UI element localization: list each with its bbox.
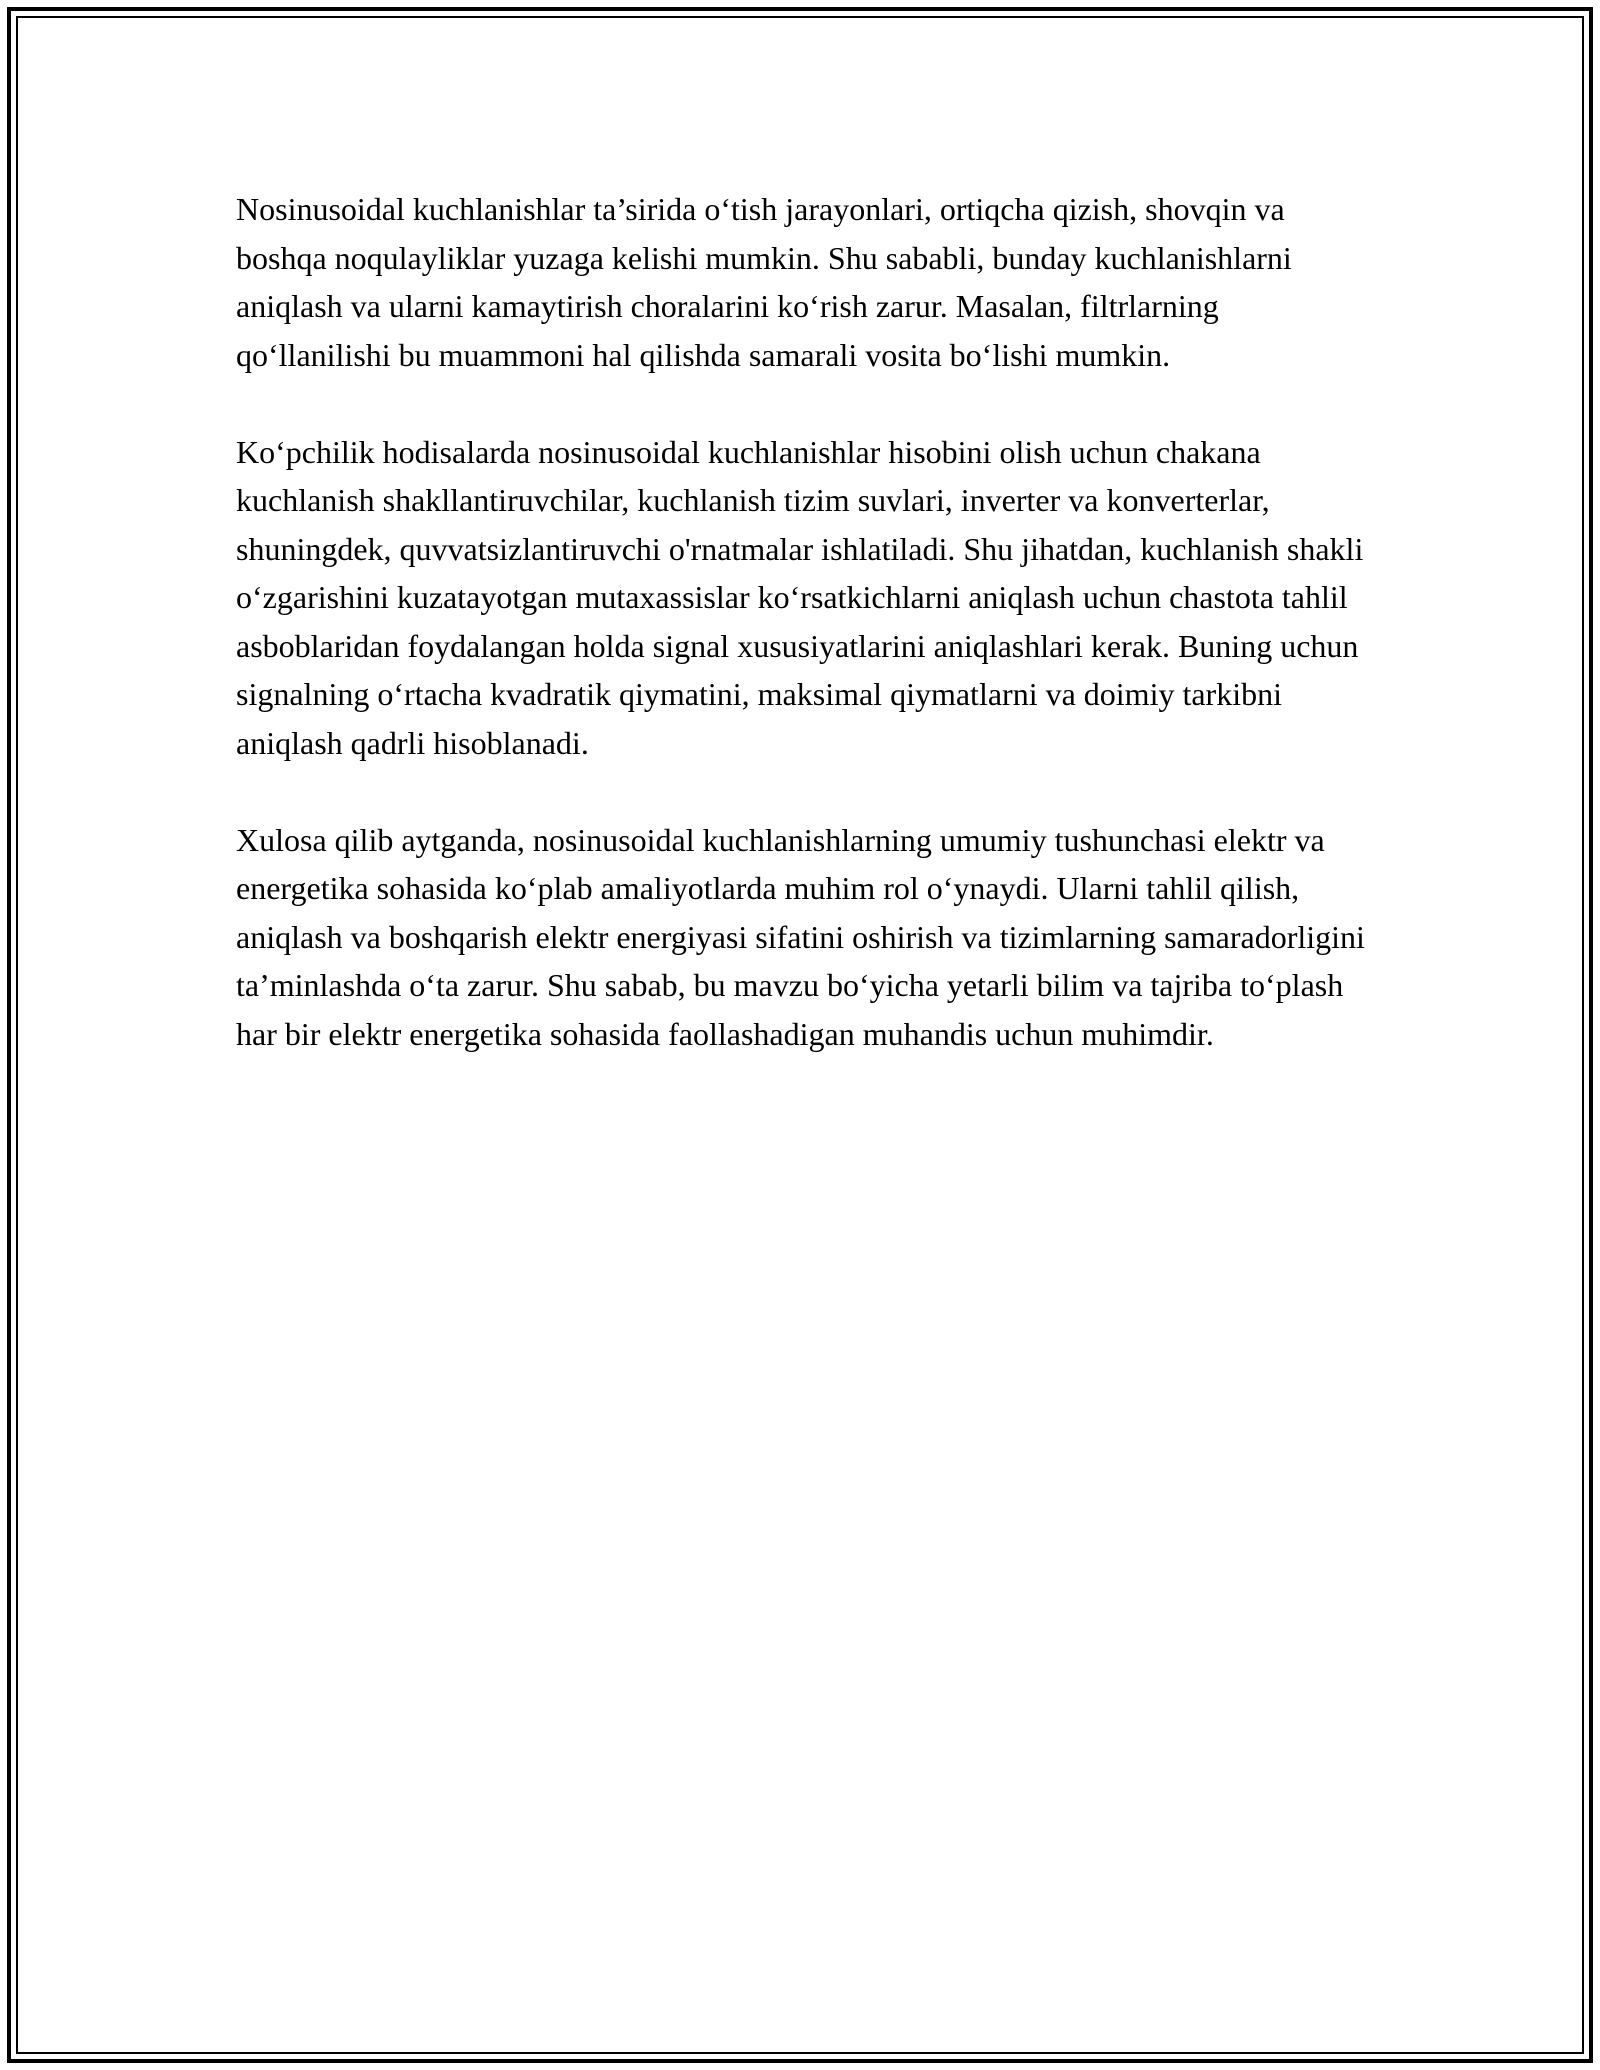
paragraph-2: Ko‘pchilik hodisalarda nosinusoidal kuchlanishlar hisobini olish uchun chakana kuchlanish shakllantiruvchilar, kuchlanish tizim suvlari, inverter va konverterlar, shuningdek, quvvatsizlantiruvchi o'rnatmalar ishlatiladi. Shu jihatdan, kuchlanish shakli o‘zgarishini kuzatayotgan mutaxassislar ko‘rsatkichlarni aniqlash uchun chastota tahlil asboblaridan foydalangan holda signal xususiyatlarini aniqlashlari kerak. Buning uchun signalning o‘rtacha kvadratik qiymatini, maksimal qiymatlarni va doimiy tarkibni aniqlash qadrli hisoblanadi.	[236, 433, 1364, 761]
document-body	[236, 185, 1366, 1107]
paragraph-1: Nosinusoidal kuchlanishlar ta’sirida o‘tish jarayonlari, ortiqcha qizish, shovqin va boshqa noqulayliklar yuzaga kelishi mumkin. Shu sababli, bunday kuchlanishlarni aniqlash va ularni kamaytirish choralarini ko‘rish zarur. Masalan, filtrlarning qo‘llanilishi bu muammoni hal qilishda samarali vosita bo‘lishi mumkin.	[236, 191, 1292, 373]
paragraph-3: Xulosa qilib aytganda, nosinusoidal kuchlanishlarning umumiy tushunchasi elektr va energetika sohasida ko‘plab amaliyotlarda muhim rol o‘ynaydi. Ularni tahlil qilish, aniqlash va boshqarish elektr energiyasi sifatini oshirish va tizimlarning samaradorligini ta’minlashda o‘ta zarur. Shu sabab, bu mavzu bo‘yicha yetarli bilim va tajriba to‘plash har bir elektr energetika sohasida faollashadigan muhandis uchun muhimdir.	[236, 821, 1365, 1052]
